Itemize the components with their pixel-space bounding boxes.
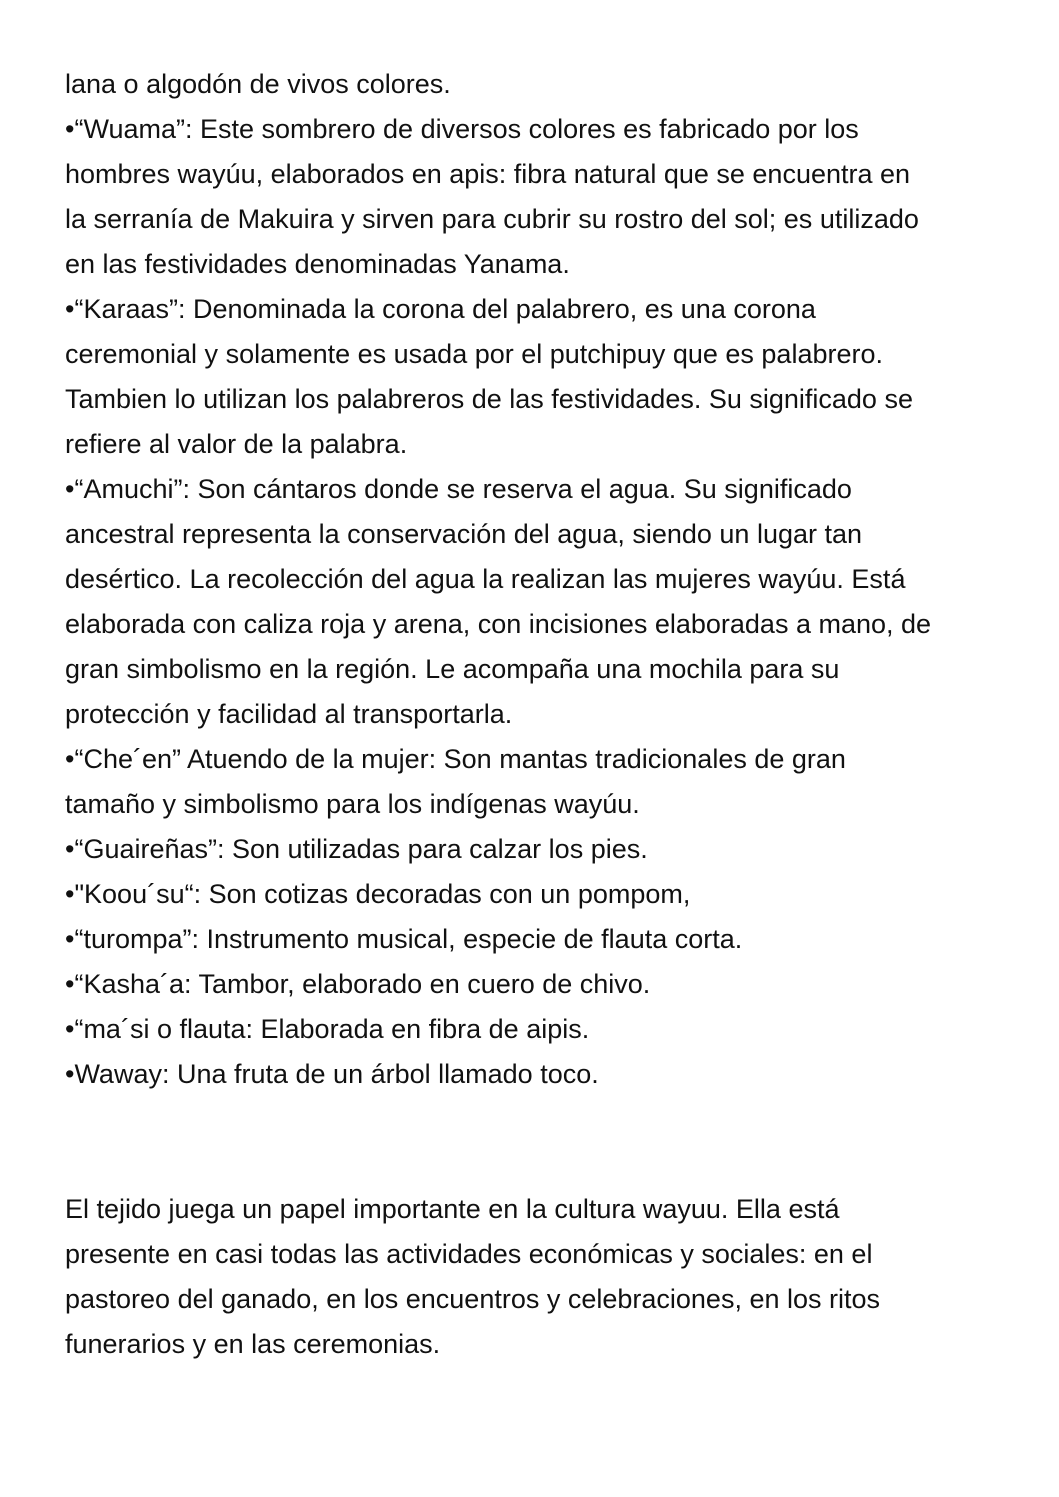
text-line: •Waway: Una fruta de un árbol llamado toco. <box>65 1059 599 1089</box>
text-line: •"Koou´su“: Son cotizas decoradas con un pompom, <box>65 879 691 909</box>
text-line: funerarios y en las ceremonias. <box>65 1329 441 1359</box>
text-line: •“Guaireñas”: Son utilizadas para calzar los pies. <box>65 834 648 864</box>
text-line: •“Kasha´a: Tambor, elaborado en cuero de chivo. <box>65 969 651 999</box>
text-line: protección y facilidad al transportarla. <box>65 699 513 729</box>
text-line: desértico. La recolección del agua la realizan las mujeres wayúu. Está <box>65 564 906 594</box>
paragraph-spacer <box>65 1097 1025 1187</box>
text-line: la serranía de Makuira y sirven para cubrir su rostro del sol; es utilizado <box>65 204 919 234</box>
text-line: Tambien lo utilizan los palabreros de las festividades. Su significado se <box>65 384 913 414</box>
text-line: •“Karaas”: Denominada la corona del palabrero, es una corona <box>65 294 816 324</box>
text-line: •“Che´en” Atuendo de la mujer: Son mantas tradicionales de gran <box>65 744 846 774</box>
text-line: •“ma´si o flauta: Elaborada en fibra de aipis. <box>65 1014 590 1044</box>
text-line: lana o algodón de vivos colores. <box>65 69 451 99</box>
text-line: en las festividades denominadas Yanama. <box>65 249 570 279</box>
item-list-block <box>65 62 1025 1097</box>
document-page <box>65 62 1025 1367</box>
text-line: tamaño y simbolismo para los indígenas wayúu. <box>65 789 640 819</box>
text-line: hombres wayúu, elaborados en apis: fibra natural que se encuentra en <box>65 159 911 189</box>
text-line: presente en casi todas las actividades económicas y sociales: en el <box>65 1239 873 1269</box>
text-line: refiere al valor de la palabra. <box>65 429 408 459</box>
text-line: elaborada con caliza roja y arena, con incisiones elaboradas a mano, de <box>65 609 932 639</box>
text-line: ancestral representa la conservación del agua, siendo un lugar tan <box>65 519 863 549</box>
text-line: ceremonial y solamente es usada por el putchipuy que es palabrero. <box>65 339 883 369</box>
text-line: El tejido juega un papel importante en la cultura wayuu. Ella está <box>65 1194 840 1224</box>
text-line: gran simbolismo en la región. Le acompaña una mochila para su <box>65 654 840 684</box>
text-line: •“turompa”: Instrumento musical, especie de flauta corta. <box>65 924 743 954</box>
text-line: pastoreo del ganado, en los encuentros y celebraciones, en los ritos <box>65 1284 881 1314</box>
closing-paragraph <box>65 1187 1025 1367</box>
text-line: •“Wuama”: Este sombrero de diversos colores es fabricado por los <box>65 114 859 144</box>
text-line: •“Amuchi”: Son cántaros donde se reserva el agua. Su significado <box>65 474 852 504</box>
